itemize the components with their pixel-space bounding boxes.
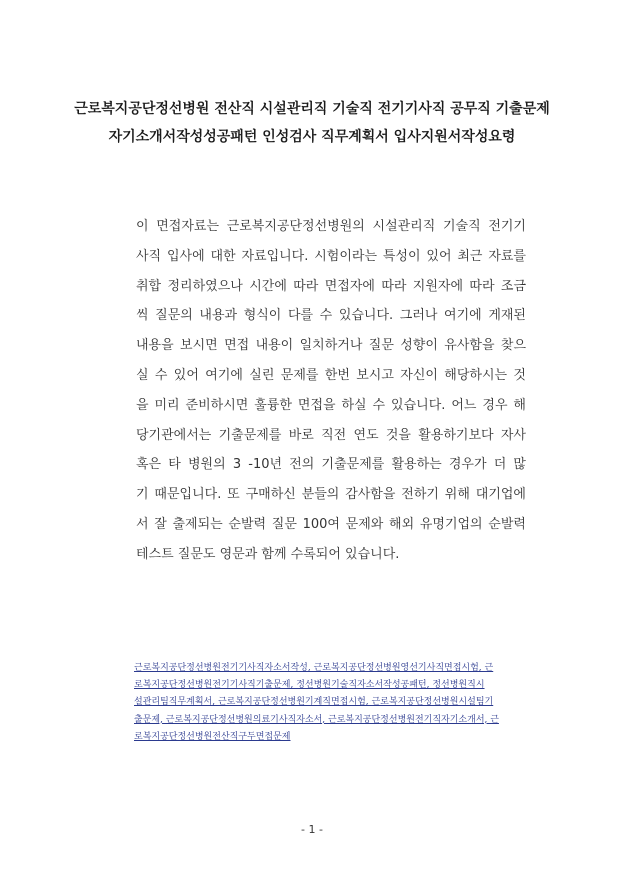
document-title-line-2: 자기소개서작성성공패턴 인성검사 직무계획서 입사지원서작성요령 bbox=[108, 129, 516, 145]
related-link-line[interactable]: 로복지공단정선병원전기기사직기출문제, 정선병원기술직자소서작성공패턴, 정선병원직시 bbox=[134, 680, 485, 691]
body-line: 테스트 질문도 영문과 함께 수록되어 있습니다. bbox=[136, 546, 400, 562]
related-link-line[interactable]: 로복지공단정선병원전산직구두면접문제 bbox=[134, 731, 291, 742]
body-line: 사직 입사에 대한 자료입니다. 시험이라는 특성이 있어 최근 자료를 bbox=[136, 248, 526, 264]
body-line: 실 수 있어 여기에 실린 문제를 한번 보시고 자신이 해당하시는 것 bbox=[136, 367, 526, 383]
body-line: 혹은 타 병원의 3 -10년 전의 기출문제를 활용하는 경우가 더 많 bbox=[136, 457, 526, 473]
body-paragraph bbox=[136, 212, 526, 570]
document-title-line-1: 근로복지공단정선병원 전산직 시설관리직 기술직 전기기사직 공무직 기출문제 bbox=[74, 101, 550, 117]
related-links bbox=[134, 660, 518, 746]
body-line: 을 미리 준비하시면 훌륭한 면접을 하실 수 있습니다. 어느 경우 해 bbox=[136, 397, 526, 413]
related-link-line[interactable]: 근로복지공단정선병원전기기사직자소서작성, 근로복지공단정선병원영선기사직면접시험, 근 bbox=[134, 663, 494, 673]
body-line: 씩 질문의 내용과 형식이 다를 수 있습니다. 그러나 여기에 게재된 bbox=[136, 308, 526, 324]
body-line: 기 때문입니다. 또 구매하신 분들의 감사함을 전하기 위해 대기업에 bbox=[136, 487, 526, 503]
body-line: 서 잘 출제되는 순발력 질문 100여 문제와 해외 유명기업의 순발력 bbox=[136, 516, 526, 532]
page-number: - 1 - bbox=[301, 823, 323, 836]
body-line: 취합 정리하였으나 시간에 따라 면접자에 따라 지원자에 따라 조금 bbox=[136, 278, 526, 294]
related-link-line[interactable]: 출문제, 근로복지공단정선병원의료기사직자소서, 근로복지공단정선병원전기직자기소개서, 근 bbox=[134, 714, 499, 725]
body-line: 내용을 보시면 면접 내용이 일치하거나 질문 성향이 유사함을 찾으 bbox=[136, 338, 526, 354]
body-line: 당기관에서는 기출문제를 바로 직전 연도 것을 활용하기보다 자사 bbox=[136, 427, 526, 443]
related-link-line[interactable]: 설관리팀직무계획서, 근로복지공단정선병원기계직면접시험, 근로복지공단정선병원시설팀기 bbox=[134, 697, 494, 708]
body-line: 이 면접자료는 근로복지공단정선병원의 시설관리직 기술직 전기기 bbox=[136, 219, 526, 234]
